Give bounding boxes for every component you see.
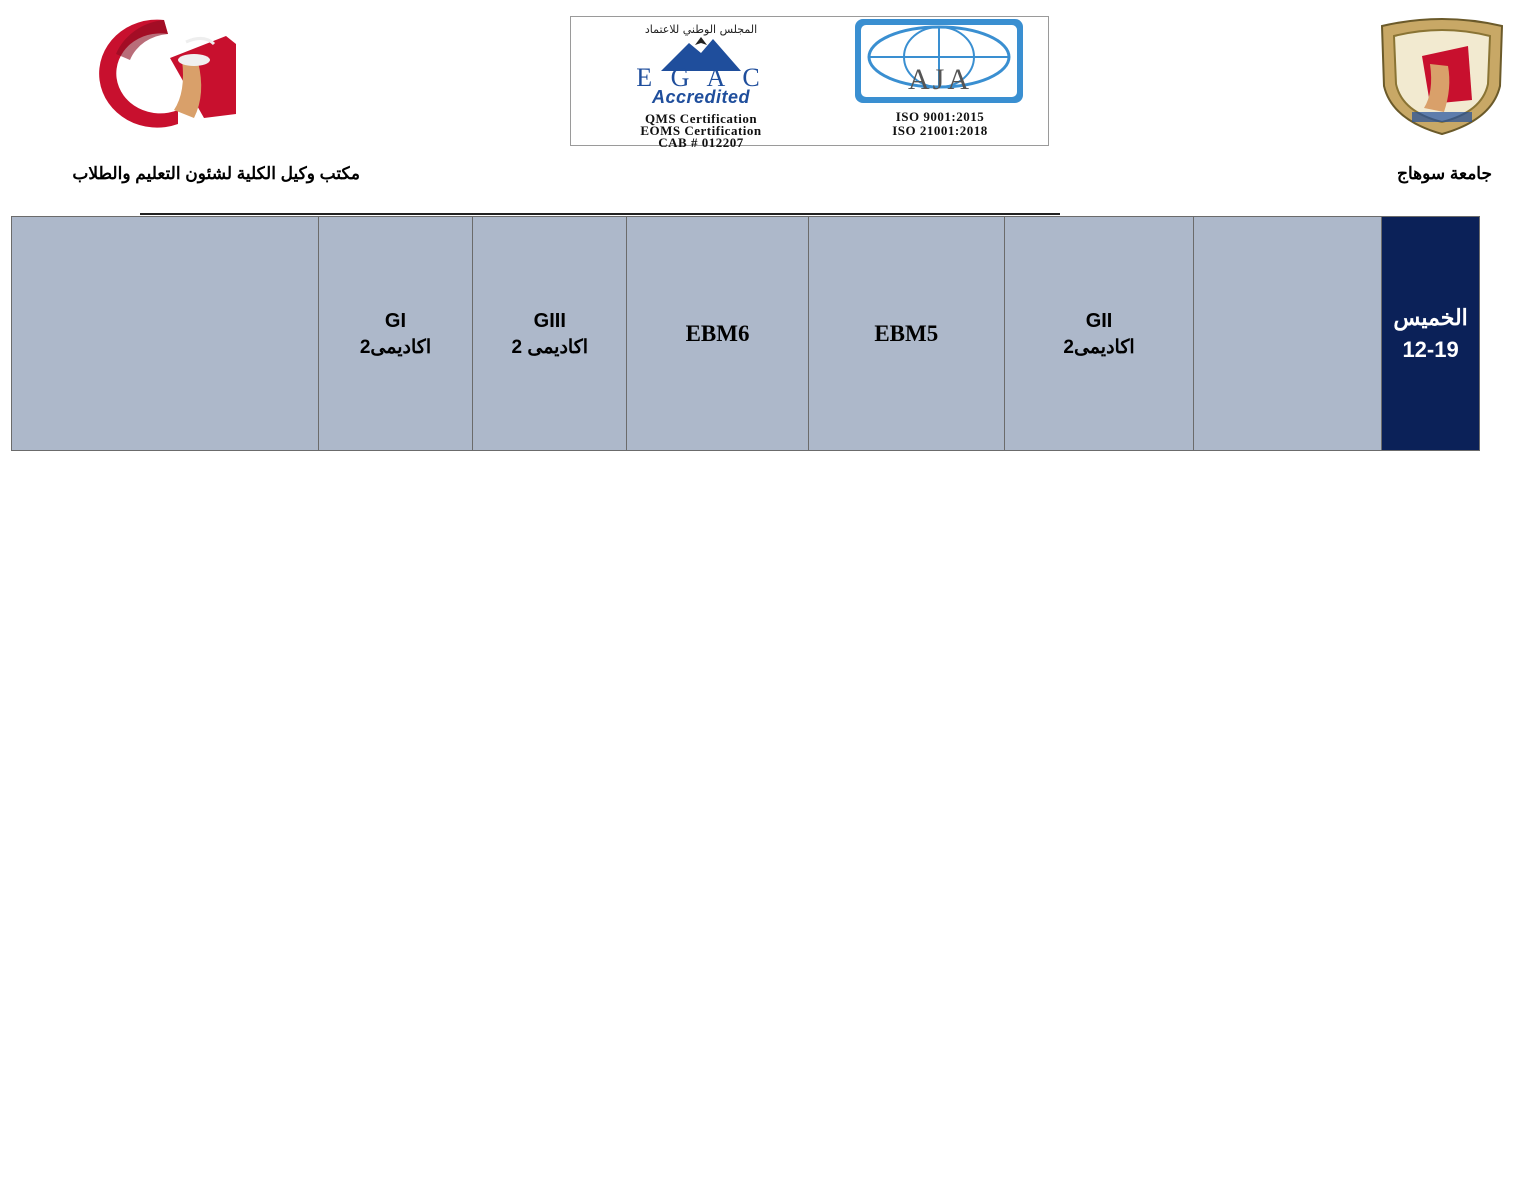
university-seal — [1372, 16, 1512, 136]
egac-qms: QMS Certification — [644, 111, 758, 126]
cell-title: GI — [384, 309, 407, 332]
schedule-cell — [627, 217, 809, 450]
aja-name: AJA — [907, 63, 972, 96]
egac-cab: CAB # 012207 — [658, 135, 744, 150]
egac-arabic-text: المجلس الوطني للاعتماد — [644, 23, 758, 36]
faculty-logo — [86, 14, 246, 132]
cell-subtitle: اكاديمى2 — [1063, 336, 1135, 358]
aja-iso-logo — [851, 17, 1041, 145]
university-name: جامعة سوهاج — [1397, 164, 1492, 183]
cell-title: GII — [1085, 309, 1113, 332]
egac-name: E G A C — [636, 63, 766, 92]
cell-title: EBM6 — [685, 320, 750, 346]
aja-iso-9001: ISO 9001:2015 — [895, 109, 985, 124]
egac-eoms: EOMS Certification — [640, 123, 762, 138]
schedule-cell — [319, 217, 474, 450]
day-name: الخميس — [1393, 304, 1468, 330]
egac-accredited-label: Accredited — [651, 87, 751, 107]
day-date: 12-19 — [1402, 336, 1459, 362]
cell-title: EBM5 — [874, 320, 939, 346]
accreditation-banner — [570, 16, 1049, 150]
schedule-row — [11, 216, 1480, 451]
cell-subtitle: اكاديمى2 — [359, 336, 432, 358]
cell-title: GIII — [533, 309, 566, 332]
schedule-cell — [12, 217, 319, 450]
egac-accredited-logo — [591, 23, 811, 150]
schedule-cell — [809, 217, 1005, 450]
schedule-cell — [1005, 217, 1195, 450]
day-cell — [1382, 217, 1479, 450]
schedule-cell — [1194, 217, 1382, 450]
cell-subtitle: اكاديمى 2 — [511, 336, 589, 358]
aja-iso-21001: ISO 21001:2018 — [892, 123, 988, 138]
office-title: مكتب وكيل الكلية لشئون التعليم والطلاب — [72, 164, 360, 183]
header-divider — [140, 213, 1060, 215]
schedule-cell — [473, 217, 627, 450]
